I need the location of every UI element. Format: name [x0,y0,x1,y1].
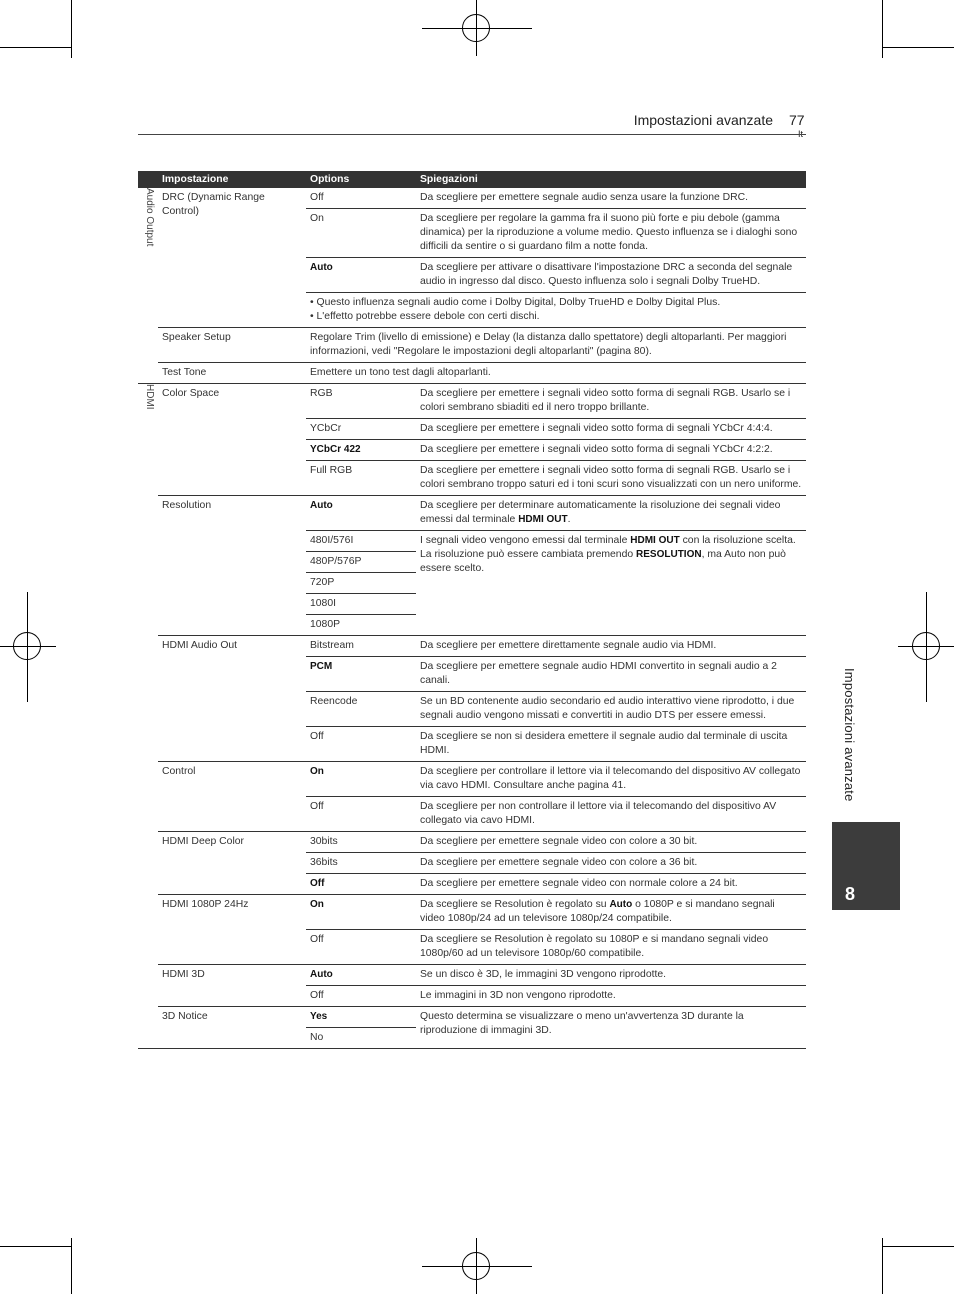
crop-mark [0,47,72,48]
explanation-cell: Da scegliere per attivare o disattivare l'impostazione DRC a seconda del segnale audio in ingresso dal disco. Questo influenza solo i segnali Dolby TrueHD. [416,258,806,293]
option-cell: RGB [306,384,416,419]
option-cell: 480I/576I [306,531,416,552]
explanation-cell: Da scegliere per emettere i segnali video sotto forma di segnali RGB. Usarlo se i colori sembrano troppo saturi ed i toni scuri sono visualizzati con un nero uniforme. [416,461,806,496]
explanation-cell: Regolare Trim (livello di emissione) e Delay (la distanza dallo spettatore) degli altoparlanti. Per maggiori informazioni, vedi "Regolare le impostazioni degli altoparlanti" (pagina 80). [306,328,806,363]
table-row [138,1007,806,1028]
header-cell-explanation: Spiegazioni [416,171,806,188]
crop-mark [882,0,883,58]
crop-mark [71,1238,72,1294]
explanation-cell: Da scegliere per emettere segnale audio senza usare la funzione DRC. [416,188,806,209]
registration-mark [462,1252,490,1280]
explanation-cell: Questo determina se visualizzare o meno un'avvertenza 3D durante la riproduzione di immagini 3D. [416,1007,806,1049]
option-cell-default: Auto [306,496,416,531]
explanation-cell: Le immagini in 3D non vengono riprodotte. [416,986,806,1007]
explanation-text: Da scegliere se Resolution è regolato su [420,899,610,910]
setting-hdmi-3d: HDMI 3D [158,965,306,1007]
note-line: • L'effetto potrebbe essere debole con certi dischi. [310,311,540,322]
option-cell: Bitstream [306,636,416,657]
explanation-cell: Da scegliere per emettere i segnali video sotto forma di segnali RGB. Usarlo se i colori sembrano sbiaditi ed il nero troppo brillante. [416,384,806,419]
option-cell-default: On [306,762,416,797]
option-cell: Full RGB [306,461,416,496]
crop-mark [71,0,72,58]
setting-test-tone: Test Tone [158,363,306,384]
explanation-cell: Da scegliere per emettere segnale video con colore a 36 bit. [416,853,806,874]
setting-value: Auto [609,899,633,910]
group-cell-hdmi [138,384,158,1049]
registration-mark [462,14,490,42]
option-cell: 30bits [306,832,416,853]
explanation-cell: Se un BD contenente audio secondario ed audio interattivo viene riprodotto, i due segnali audio vengono missati e convertiti in audio DTS per essere emessi. [416,692,806,727]
option-cell: 720P [306,573,416,594]
explanation-cell: Da scegliere per regolare la gamma fra il suono più forte e piu debole (gamma dinamica) per la riproduzione a volume medio. Questo influenza se i dialoghi sono difficili da sentire o si guardano film a notte fonda. [416,209,806,258]
page-number: 77 [789,112,805,128]
chapter-tab [832,822,900,910]
explanation-text: o 1080P e si mandano segnali video 1080p/24 ad un televisore 1080p/24 compatibile. [420,899,775,924]
option-cell-default: Off [306,874,416,895]
setting-speaker-setup: Speaker Setup [158,328,306,363]
group-cell-audio [138,188,158,384]
option-cell: Off [306,797,416,832]
chapter-number: 8 [845,884,856,904]
explanation-cell: Se un disco è 3D, le immagini 3D vengono riprodotte. [416,965,806,986]
explanation-cell: Da scegliere se non si desidera emettere il segnale audio dal terminale di uscita HDMI. [416,727,806,762]
table-row [138,965,806,986]
explanation-cell: Da scegliere per emettere i segnali video sotto forma di segnali YCbCr 4:2:2. [416,440,806,461]
option-cell: 1080I [306,594,416,615]
explanation-cell: Emettere un tono test dagli altoparlanti. [306,363,806,384]
explanation-text: La risoluzione può essere cambiata premendo [420,549,637,560]
note-line: • Questo influenza segnali audio come i Dolby Digital, Dolby TrueHD e Dolby Digital Plus. [310,297,721,308]
option-cell-default: PCM [306,657,416,692]
option-cell: 36bits [306,853,416,874]
page-title: Impostazioni avanzate [633,112,773,128]
explanation-line [420,548,802,576]
explanation-cell: Da scegliere se Resolution è regolato su 1080P e si mandano segnali video 1080p/60 ad un televisore 1080p/60 compatibile. [416,930,806,965]
table-row [138,328,806,363]
option-cell: 1080P [306,615,416,636]
option-cell: YCbCr [306,419,416,440]
terminal-name: HDMI OUT [630,535,680,546]
table-row [138,363,806,384]
header-cell-setting: Impostazione [158,171,306,188]
explanation-cell: Da scegliere per emettere segnale video con colore a 30 bit. [416,832,806,853]
setting-drc: DRC (Dynamic Range Control) [158,188,306,328]
table-header-row [138,171,806,188]
explanation-text: Da scegliere per determinare automaticamente la risoluzione dei segnali video emessi dal terminale [420,500,781,525]
explanation-cell: Da scegliere per controllare il lettore via il telecomando del dispositivo AV collegato via cavo HDMI. Consultare anche pagina 41. [416,762,806,797]
explanation-text: . [567,514,571,525]
option-cell-default: Yes [306,1007,416,1028]
option-cell-default: YCbCr 422 [306,440,416,461]
header-cell-options: Options [306,171,416,188]
note-cell [306,293,806,328]
option-cell: 480P/576P [306,552,416,573]
option-cell: Off [306,727,416,762]
explanation-cell [416,531,806,636]
explanation-text: I segnali video vengono emessi dal terminale [420,535,631,546]
setting-hdmi-audio-out: HDMI Audio Out [158,636,306,762]
option-cell-default: Auto [306,258,416,293]
option-cell-default: On [306,895,416,930]
header-rule [138,134,806,135]
option-cell: No [306,1028,416,1049]
option-cell-default: Auto [306,965,416,986]
table-row [138,636,806,657]
button-name: RESOLUTION [636,549,702,560]
crop-mark [882,1238,883,1294]
table-row [138,496,806,531]
setting-hdmi-deep-color: HDMI Deep Color [158,832,306,895]
explanation-cell: Da scegliere per emettere segnale audio HDMI convertito in segnali audio a 2 canali. [416,657,806,692]
crop-mark [882,1246,954,1247]
option-cell: On [306,209,416,258]
setting-color-space: Color Space [158,384,306,496]
setting-hdmi-1080p-24hz: HDMI 1080P 24Hz [158,895,306,965]
explanation-cell: Da scegliere per non controllare il lettore via il telecomando del dispositivo AV collegato via cavo HDMI. [416,797,806,832]
explanation-text: con la risoluzione scelta. [679,535,796,546]
explanation-cell: Da scegliere per emettere i segnali video sotto forma di segnali YCbCr 4:4:4. [416,419,806,440]
settings-table [138,171,806,1049]
explanation-cell [416,895,806,930]
option-cell: Off [306,986,416,1007]
registration-mark [13,632,41,660]
setting-resolution: Resolution [158,496,306,636]
crop-mark [0,1246,72,1247]
explanation-text: , ma Auto non può essere scelto. [420,549,786,574]
option-cell: Off [306,188,416,209]
explanation-line [420,534,802,548]
table-row [138,895,806,930]
setting-3d-notice: 3D Notice [158,1007,306,1049]
registration-mark [912,632,940,660]
header-cell-group [138,171,158,188]
explanation-cell [416,496,806,531]
group-label-hdmi: HDMI [144,384,155,410]
group-label-audio: Audio Output [144,188,155,247]
option-cell: Reencode [306,692,416,727]
crop-mark [882,47,954,48]
explanation-cell: Da scegliere per emettere segnale video con normale colore a 24 bit. [416,874,806,895]
explanation-cell: Da scegliere per emettere direttamente segnale audio via HDMI. [416,636,806,657]
option-cell: Off [306,930,416,965]
table-row [138,384,806,419]
chapter-side-label: Impostazioni avanzate [842,668,857,802]
table-row [138,762,806,797]
table-row [138,188,806,209]
terminal-name: HDMI OUT [518,514,568,525]
setting-control: Control [158,762,306,832]
table-row [138,832,806,853]
